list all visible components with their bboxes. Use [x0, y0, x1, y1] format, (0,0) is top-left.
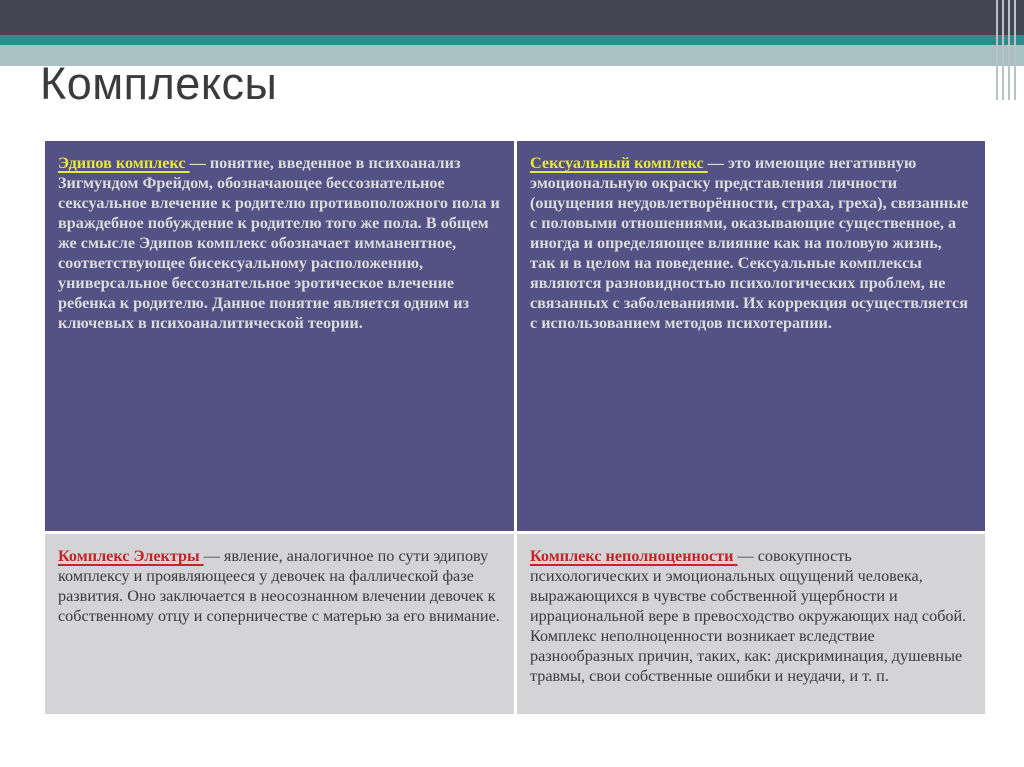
- header-dark-band: [0, 0, 1024, 35]
- definition-oedipus: — понятие, введенное в психоанализ Зигмундом Фрейдом, обозначающее бессознательное сексуальное влечение к родителю противоположного пола и враждебное побуждение к родителю того же пола. В общем же смысле Эдипов комплекс обозначает имманентное, соответствующее бисексуальному расположению, универсальное бессознательное эротическое влечение ребенка к родителю. Данное понятие является одним из ключевых в психоаналитической теории.: [58, 154, 500, 332]
- definition-sexual: — это имеющие негативную эмоциональную окраску представления личности (ощущения неудовлетворённости, страха, греха), связанные с половыми отношениями, оказывающие существенное, а иногда и определяющее влияние как на половую жизнь, так и в целом на поведение. Сексуальные комплексы являются разновидностью психологических проблем, не связанных с заболеваниями. Их коррекция осуществляется с использованием методов психотерапии.: [530, 154, 969, 332]
- cell-sexual-complex: [517, 141, 985, 531]
- term-oedipus: Эдипов комплекс: [58, 154, 190, 172]
- cell-oedipus-complex: [45, 141, 514, 531]
- complexes-table: [45, 141, 985, 714]
- definition-inferiority: — совокупность психологических и эмоциональных ощущений человека, выражающихся в чувстве собственной ущербности и иррациональной вере в превосходство окружающих над собой. Комплекс неполноценности возникает вследствие разнообразных причин, таких, как: дискриминация, душевные травмы, свои собственные ошибки и неудачи, и т. п.: [530, 547, 967, 685]
- term-electra: Комплекс Электры: [58, 547, 204, 565]
- definition-electra: — явление, аналогичное по сути эдипову комплексу и проявляющееся у девочек на фаллической фазе развития. Оно заключается в неосознанном влечении девочек к собственному отцу и соперничестве с матерью за его внимание.: [58, 547, 500, 625]
- header-teal-band: [0, 35, 1024, 45]
- cell-inferiority-complex: [517, 534, 985, 714]
- term-sexual: Сексуальный комплекс: [530, 154, 708, 172]
- cell-electra-complex: [45, 534, 514, 714]
- term-inferiority: Комплекс неполноценности: [530, 547, 738, 565]
- page-title: Комплексы: [40, 58, 278, 109]
- decorative-stripes: [994, 0, 1024, 100]
